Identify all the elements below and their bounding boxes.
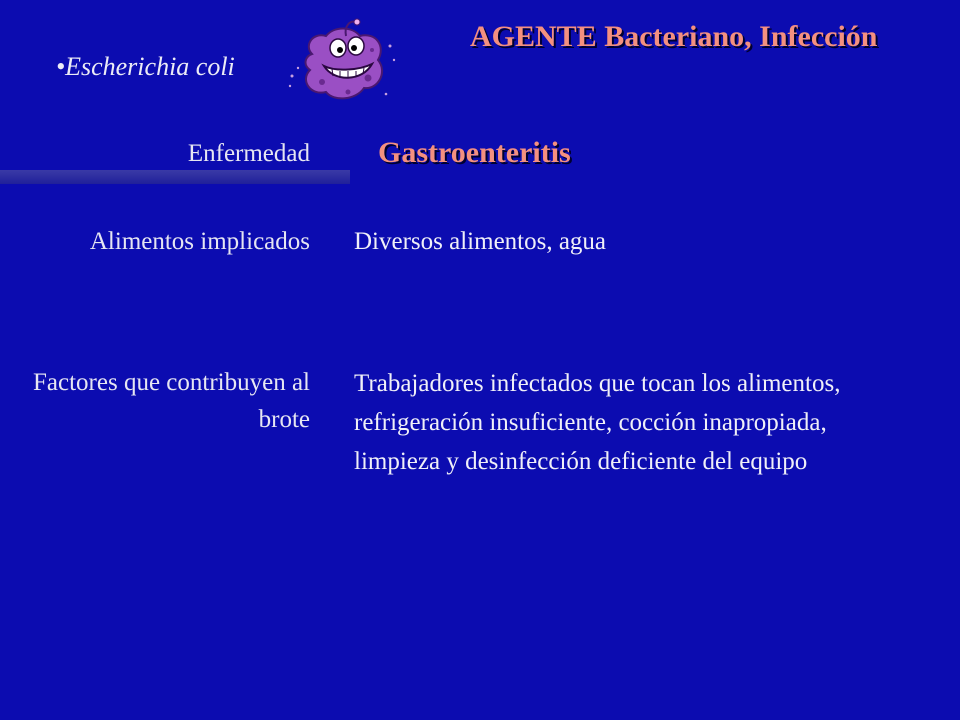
divider-bar bbox=[0, 170, 350, 184]
foods-value: Diversos alimentos, agua bbox=[354, 228, 607, 255]
factors-label: Factores que contribuyen al brote bbox=[33, 369, 310, 433]
foods-label: Alimentos implicados bbox=[89, 228, 310, 255]
disease-label: Enfermedad bbox=[187, 140, 310, 167]
organism-name: •Escherichia coli bbox=[56, 52, 235, 81]
slide-title: AGENTE Bacteriano, Infección bbox=[470, 20, 878, 53]
bacteria-cartoon-icon bbox=[282, 16, 400, 108]
disease-value: Gastroenteritis bbox=[378, 136, 571, 169]
factors-value: Trabajadores infectados que tocan los alimentos, refrigeración insuficiente, cocción inapropiada, limpieza y desinfección deficiente del equipo bbox=[354, 370, 841, 475]
